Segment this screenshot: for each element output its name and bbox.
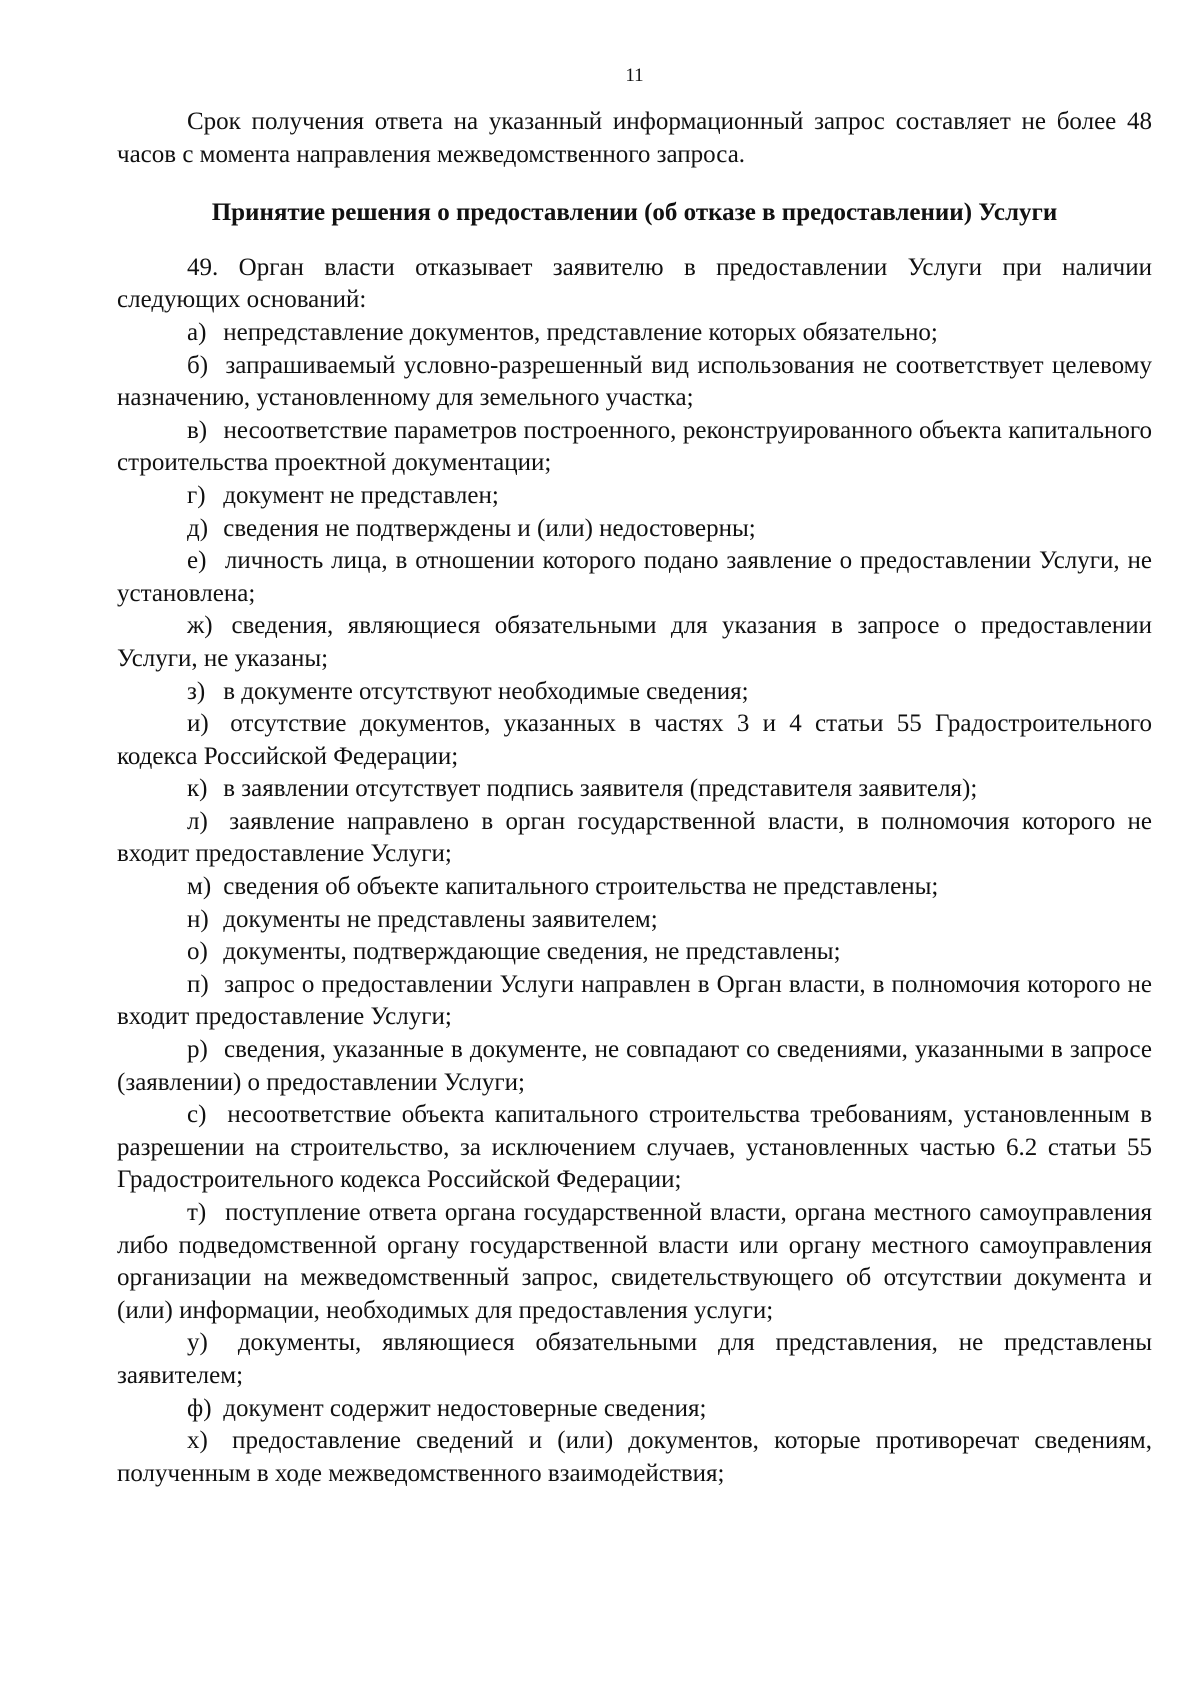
list-item <box>117 1425 1152 1490</box>
list-item <box>117 513 1152 546</box>
list-item-text: непредставление документов, представление которых обязательно; <box>217 318 938 346</box>
list-item <box>117 936 1152 969</box>
list-item <box>117 1393 1152 1426</box>
list-item <box>117 1099 1152 1197</box>
list-item-letter: р) <box>187 1036 208 1064</box>
list-item-text: заявление направлено в орган государственной власти, в полномочия которого не входит предоставление Услуги; <box>117 807 1152 868</box>
list-item-text: в документе отсутствуют необходимые сведения; <box>217 677 749 705</box>
list-item-text: документы не представлены заявителем; <box>217 905 658 933</box>
list-item-letter: г) <box>187 481 206 509</box>
list-item <box>117 610 1152 675</box>
list-item-text: сведения, являющиеся обязательными для указания в запросе о предоставлении Услуги, не указаны; <box>117 612 1152 672</box>
list-item-text: несоответствие объекта капитального строительства требованиям, установленным в разрешении на строительство, за исключением случаев, установленных частью 6.2 статьи 55 Градостроительного кодекса Российской Федерации; <box>117 1101 1152 1194</box>
list-item <box>117 806 1152 871</box>
list-item-letter: з) <box>187 677 206 705</box>
list-item <box>117 904 1152 937</box>
clause-49: 49. Орган власти отказывает заявителю в предоставлении Услуги при наличии следующих оснований: <box>117 253 1152 314</box>
list-item-letter: д) <box>187 514 209 542</box>
list-item-text: сведения об объекте капитального строительства не представлены; <box>217 873 939 901</box>
list-item-text: запрашиваемый условно-разрешенный вид использования не соответствует целевому назначению, установленному для земельного участка; <box>117 351 1152 412</box>
list-item-text: сведения не подтверждены и (или) недостоверны; <box>217 514 756 542</box>
list-item-letter: о) <box>187 938 208 966</box>
list-item-text: документы, являющиеся обязательными для представления, не представлены заявителем; <box>117 1329 1152 1389</box>
list-item <box>117 350 1152 415</box>
section-heading: Принятие решения о предоставлении (об отказе в предоставлении) Услуги <box>211 199 1058 227</box>
list-item-text: поступление ответа органа государственной власти, органа местного самоуправления либо подведомственной органу государственной власти или органу местного самоуправления организации на межведомственный запрос, свидетельствующего об отсутствии документа и (или) информации, необходимых для предоставления услуги; <box>117 1199 1152 1324</box>
list-item-letter: х) <box>187 1427 208 1455</box>
list-item-text: предоставление сведений и (или) документов, которые противоречат сведениям, полученным в ходе межведомственного взаимодействия; <box>117 1427 1152 1487</box>
list-item <box>117 676 1152 709</box>
list-item-letter: у) <box>187 1329 208 1357</box>
list-item-text: личность лица, в отношении которого подано заявление о предоставлении Услуги, не установлена; <box>117 547 1152 607</box>
list-item-text: несоответствие параметров построенного, реконструированного объекта капитального строительства проектной документации; <box>117 416 1152 477</box>
list-item-letter: с) <box>187 1101 207 1129</box>
list-item-text: документы, подтверждающие сведения, не представлены; <box>217 938 841 966</box>
list-item-text: отсутствие документов, указанных в частях 3 и 4 статьи 55 Градостроительного кодекса Российской Федерации; <box>117 710 1152 770</box>
list-item-letter: ф) <box>187 1394 212 1422</box>
document-page <box>117 60 1152 1490</box>
list-item-letter: м) <box>187 873 212 901</box>
list-item-letter: и) <box>187 710 209 738</box>
list-item-letter: б) <box>187 351 209 379</box>
list-item-text: документ не представлен; <box>217 481 499 509</box>
page-number: 11 <box>625 65 644 86</box>
list-item-text: запрос о предоставлении Услуги направлен в Орган власти, в полномочия которого не входит предоставление Услуги; <box>117 970 1152 1031</box>
list-item-letter: н) <box>187 905 209 933</box>
list-item <box>117 415 1152 480</box>
list-item-text: в заявлении отсутствует подпись заявителя (представителя заявителя); <box>217 775 978 803</box>
list-item-letter: ж) <box>187 612 213 640</box>
list-item <box>117 708 1152 773</box>
list-item <box>117 1034 1152 1099</box>
list-item <box>117 969 1152 1034</box>
list-item-text: документ содержит недостоверные сведения; <box>217 1394 707 1422</box>
list-item <box>117 480 1152 513</box>
list-item-letter: а) <box>187 318 207 346</box>
list-item-letter: л) <box>187 807 208 835</box>
list-item-letter: т) <box>187 1199 207 1226</box>
list-item-letter: к) <box>187 775 208 803</box>
list-item <box>117 545 1152 610</box>
list-item-letter: в) <box>187 416 208 444</box>
list-item-letter: п) <box>187 970 209 998</box>
intro-paragraph: Срок получения ответа на указанный информационный запрос составляет не более 48 часов с момента направления межведомственного запроса. <box>117 108 1152 168</box>
list-item <box>117 871 1152 904</box>
list-item-letter: е) <box>187 547 207 575</box>
list-item <box>117 1197 1152 1327</box>
list-item <box>117 773 1152 806</box>
list-item-text: сведения, указанные в документе, не совпадают со сведениями, указанными в запросе (заявлении) о предоставлении Услуги; <box>117 1036 1152 1096</box>
list-item <box>117 317 1152 350</box>
grounds-list <box>117 317 1152 1490</box>
list-item <box>117 1327 1152 1392</box>
